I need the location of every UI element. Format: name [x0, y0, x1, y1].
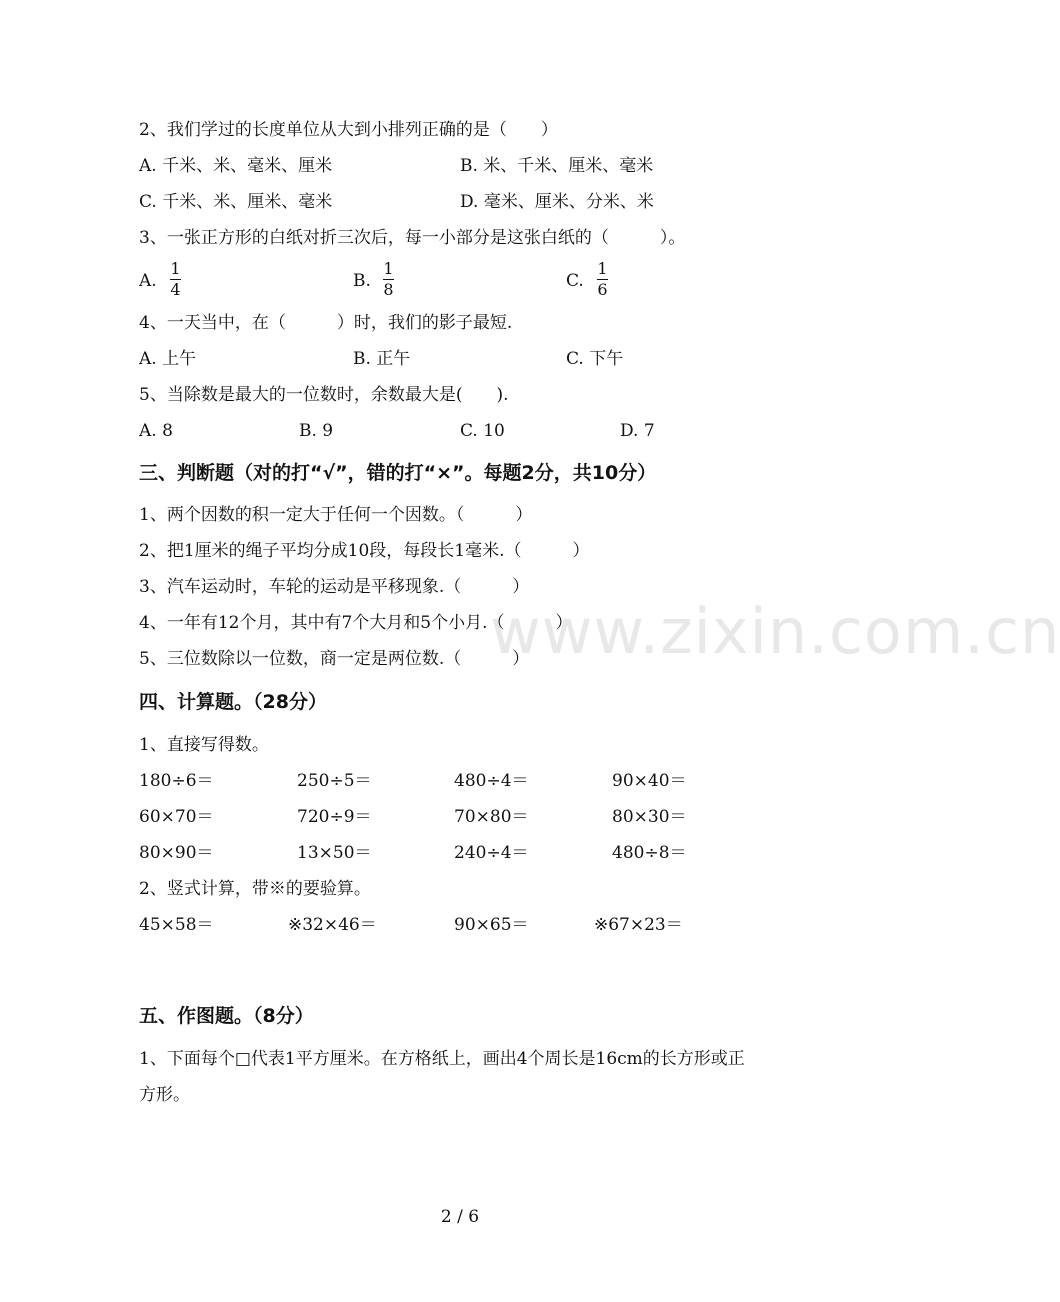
- q5-option-d: D. 7: [620, 421, 655, 441]
- q2-option-c: C. 千米、米、厘米、毫米: [139, 192, 333, 212]
- q4-option-c: C. 下午: [566, 349, 624, 369]
- calc-item: 70×80＝: [454, 807, 529, 827]
- q2-stem: 2、我们学过的长度单位从大到小排列正确的是（ ）: [139, 120, 558, 140]
- q5-option-a: A. 8: [139, 421, 173, 441]
- calc-item: 80×30＝: [612, 807, 687, 827]
- page-number: 2 / 6: [440, 1207, 480, 1227]
- drawing-question-line2: 方形。: [139, 1085, 190, 1105]
- fraction-numerator: 1: [170, 259, 181, 278]
- fraction-numerator: 1: [597, 259, 608, 278]
- q3-option-c-fraction: [597, 260, 608, 299]
- q3-option-c-label: C.: [566, 271, 584, 291]
- judge-item-1: 1、两个因数的积一定大于任何一个因数。（ ）: [139, 505, 533, 525]
- q4-stem: 4、一天当中，在（ ）时，我们的影子最短.: [139, 313, 513, 333]
- vertical-calc-item: 45×58＝: [139, 915, 214, 935]
- q4-option-a: A. 上午: [139, 349, 197, 369]
- calc-item: 13×50＝: [297, 843, 372, 863]
- calc-item: 80×90＝: [139, 843, 214, 863]
- judge-item-4: 4、一年有12个月，其中有7个大月和5个小月.（ ）: [139, 613, 573, 633]
- fraction-numerator: 1: [383, 259, 394, 278]
- judge-item-2: 2、把1厘米的绳子平均分成10段，每段长1毫米.（ ）: [139, 541, 590, 561]
- section5-heading: 五、作图题。（8分）: [139, 1005, 314, 1027]
- q3-option-a-fraction: [170, 260, 181, 299]
- q5-option-b: B. 9: [299, 421, 334, 441]
- calc-item: 90×40＝: [612, 771, 687, 791]
- fraction-denominator: 4: [170, 280, 181, 299]
- drawing-question-line1: 1、下面每个□代表1平方厘米。在方格纸上，画出4个周长是16cm的长方形或正: [139, 1049, 745, 1069]
- q2-option-a: A. 千米、米、毫米、厘米: [139, 156, 333, 176]
- vertical-calc-item: ※67×23＝: [594, 915, 683, 935]
- calc-item: 180÷6＝: [139, 771, 214, 791]
- q4-option-b: B. 正午: [353, 349, 411, 369]
- vertical-calc-item: 90×65＝: [454, 915, 529, 935]
- calc-item: 480÷4＝: [454, 771, 529, 791]
- calc-item: 480÷8＝: [612, 843, 687, 863]
- q2-option-d: D. 毫米、厘米、分米、米: [460, 192, 654, 212]
- q3-option-b-label: B.: [353, 271, 371, 291]
- q3-option-a-label: A.: [139, 271, 157, 291]
- section4-sub2: 2、竖式计算，带※的要验算。: [139, 879, 371, 899]
- q3-option-b-fraction: [383, 260, 394, 299]
- q2-option-b: B. 米、千米、厘米、毫米: [460, 156, 654, 176]
- calc-item: 60×70＝: [139, 807, 214, 827]
- judge-item-3: 3、汽车运动时，车轮的运动是平移现象.（ ）: [139, 577, 530, 597]
- calc-item: 250÷5＝: [297, 771, 372, 791]
- section4-heading: 四、计算题。（28分）: [139, 691, 327, 713]
- q5-option-c: C. 10: [460, 421, 505, 441]
- calc-item: 720÷9＝: [297, 807, 372, 827]
- fraction-denominator: 8: [383, 280, 394, 299]
- q3-stem: 3、一张正方形的白纸对折三次后，每一小部分是这张白纸的（ ）。: [139, 228, 686, 248]
- judge-item-5: 5、三位数除以一位数，商一定是两位数.（ ）: [139, 649, 530, 669]
- vertical-calc-item: ※32×46＝: [288, 915, 377, 935]
- section4-sub1: 1、直接写得数。: [139, 735, 269, 755]
- calc-item: 240÷4＝: [454, 843, 529, 863]
- watermark: www.zixin.com.cn: [490, 595, 1060, 668]
- q5-stem: 5、当除数是最大的一位数时，余数最大是( ).: [139, 385, 509, 405]
- fraction-denominator: 6: [597, 280, 608, 299]
- section3-heading: 三、判断题（对的打“√”，错的打“×”。每题2分，共10分）: [139, 462, 657, 484]
